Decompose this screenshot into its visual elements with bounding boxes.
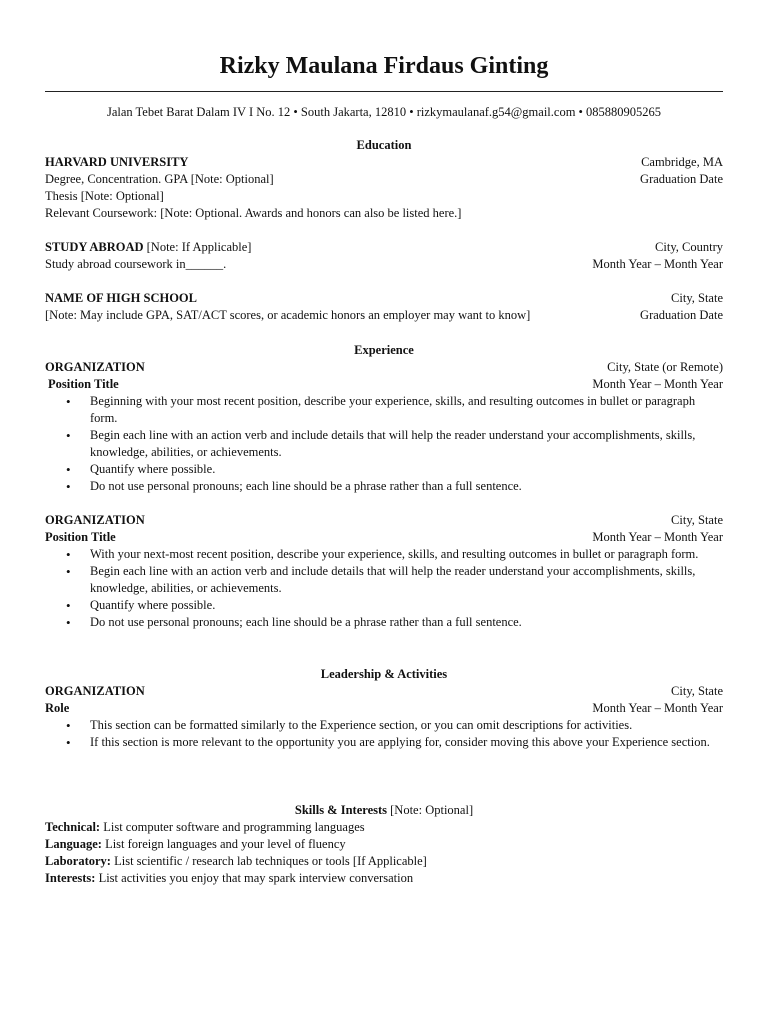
- skill-label: Interests:: [45, 871, 96, 885]
- school-name: HARVARD UNIVERSITY: [45, 155, 189, 169]
- experience-entry: [45, 359, 723, 495]
- education-heading: Education: [356, 138, 412, 152]
- skills-section: [45, 802, 723, 887]
- bullet-item: • Beginning with your most recent position, describe your experience, skills, and resulting outcomes in bullet or paragraph form.: [45, 393, 723, 427]
- bullet-item: • Begin each line with an action verb and include details that will help the reader understand your accomplishments, skills, knowledge, abilities, or achievements.: [45, 427, 723, 461]
- high-school-name: NAME OF HIGH SCHOOL: [45, 291, 197, 305]
- skill-text: List activities you enjoy that may spark interview conversation: [95, 871, 414, 885]
- bullet-item: • With your next-most recent position, describe your experience, skills, and resulting outcomes in bullet or paragraph form.: [45, 546, 723, 563]
- study-abroad-note: [Note: If Applicable]: [143, 240, 252, 254]
- skill-interests: [45, 870, 723, 887]
- experience-entry: [45, 512, 723, 631]
- school-location: Cambridge, MA: [641, 155, 723, 169]
- organization-name: ORGANIZATION: [45, 684, 145, 698]
- skill-text: List scientific / research lab techniques or tools [If Applicable]: [110, 854, 427, 868]
- high-school-note: [Note: May include GPA, SAT/ACT scores, or academic honors an employer may want to know]: [45, 308, 531, 322]
- candidate-name: Rizky Maulana Firdaus Ginting: [219, 53, 549, 79]
- study-abroad-dates: Month Year – Month Year: [592, 257, 723, 271]
- study-abroad-location: City, Country: [655, 240, 723, 254]
- thesis-line: Thesis [Note: Optional]: [45, 189, 164, 203]
- skill-label: Laboratory:: [45, 854, 111, 868]
- bullet-item: • If this section is more relevant to the opportunity you are applying for, consider moving this above your Experience section.: [45, 734, 723, 751]
- study-abroad-title: STUDY ABROAD: [45, 240, 144, 254]
- skill-language: [45, 836, 723, 853]
- bullet-item: • This section can be formatted similarly to the Experience section, or you can omit descriptions for activities.: [45, 717, 723, 734]
- organization-name: ORGANIZATION: [45, 513, 145, 527]
- bullet-item: • Quantify where possible.: [45, 597, 723, 614]
- organization-location: City, State: [671, 684, 723, 698]
- bullet-item: • Do not use personal pronouns; each line should be a phrase rather than a full sentence.: [45, 614, 723, 631]
- experience-bullets: [45, 546, 723, 631]
- position-dates: Month Year – Month Year: [592, 530, 723, 544]
- experience-heading: Experience: [354, 343, 414, 357]
- role-title: Role: [45, 701, 70, 715]
- organization-name: ORGANIZATION: [45, 360, 145, 374]
- skill-text: List foreign languages and your level of fluency: [101, 837, 346, 851]
- leadership-heading: Leadership & Activities: [320, 667, 448, 681]
- position-title: Position Title: [45, 530, 116, 544]
- position-dates: Month Year – Month Year: [592, 377, 723, 391]
- skill-text: List computer software and programming languages: [100, 820, 365, 834]
- bullet-item: • Begin each line with an action verb and include details that will help the reader understand your accomplishments, skills, knowledge, abilities, or achievements.: [45, 563, 723, 597]
- study-abroad-coursework: Study abroad coursework in______.: [45, 257, 227, 271]
- organization-location: City, State: [671, 513, 723, 527]
- leadership-section: [45, 666, 723, 751]
- header-divider: [45, 91, 723, 92]
- leadership-bullets: [45, 717, 723, 751]
- skills-title: Skills & Interests: [294, 803, 388, 817]
- skill-label: Technical:: [45, 820, 101, 834]
- experience-bullets: [45, 393, 723, 495]
- bullet-item: • Do not use personal pronouns; each line should be a phrase rather than a full sentence.: [45, 478, 723, 495]
- organization-location: City, State (or Remote): [607, 360, 723, 374]
- bullet-item: • Quantify where possible.: [45, 461, 723, 478]
- contact-line: Jalan Tebet Barat Dalam IV I No. 12 • South Jakarta, 12810 • rizkymaulanaf.g54@gmail.com • 085880905265: [106, 105, 662, 119]
- skills-title-note: [Note: Optional]: [387, 803, 474, 817]
- skills-heading: [45, 802, 723, 819]
- degree-line: Degree, Concentration. GPA [Note: Optional]: [45, 172, 274, 186]
- skill-technical: [45, 819, 723, 836]
- education-entry-high-school: [45, 290, 723, 324]
- coursework-line: Relevant Coursework: [Note: Optional. Awards and honors can also be listed here.]: [45, 206, 462, 220]
- high-school-graduation: Graduation Date: [640, 308, 723, 322]
- skill-label: Language:: [45, 837, 102, 851]
- skill-laboratory: [45, 853, 723, 870]
- education-section: [45, 137, 723, 324]
- position-title: Position Title: [48, 377, 119, 391]
- education-entry-study-abroad: [45, 239, 723, 273]
- education-entry-harvard: [45, 154, 723, 222]
- experience-section: [45, 342, 723, 631]
- graduation-date: Graduation Date: [640, 172, 723, 186]
- role-dates: Month Year – Month Year: [592, 701, 723, 715]
- high-school-location: City, State: [671, 291, 723, 305]
